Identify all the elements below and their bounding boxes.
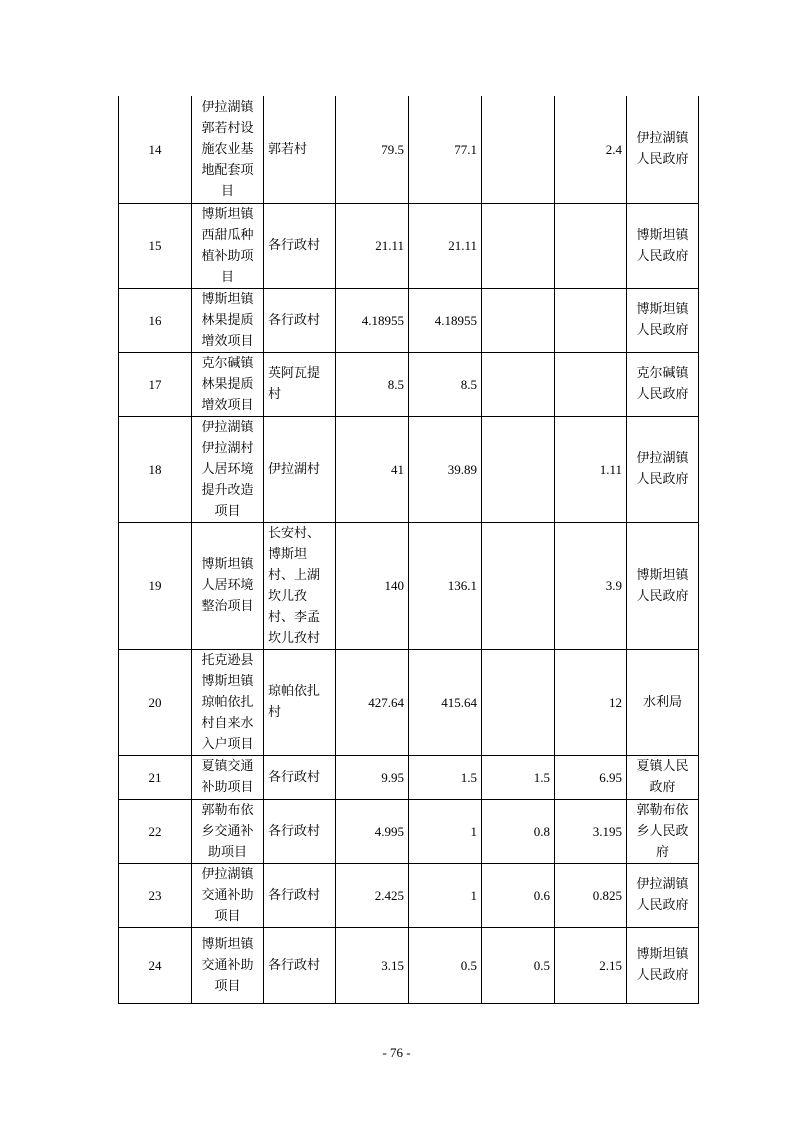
village-name: 各行政村	[268, 957, 321, 973]
total-amount: 9.95	[336, 755, 409, 799]
row-number: 14	[119, 96, 192, 203]
row-number: 24	[119, 927, 192, 1003]
amount-col-1: 136.1	[409, 522, 482, 649]
total-amount: 41	[336, 416, 409, 522]
amount-col-3: 0.825	[555, 863, 627, 927]
amount-col-1: 1.5	[409, 755, 482, 799]
total-amount: 8.5	[336, 352, 409, 416]
amount-col-3	[555, 203, 627, 288]
project-name: 博斯坦镇交通补助项目	[201, 936, 254, 994]
row-number: 20	[119, 649, 192, 755]
village-name: 长安村、博斯坦村、上湖坎儿孜村、李孟坎儿孜村	[268, 525, 321, 646]
amount-col-3: 12	[555, 649, 627, 755]
project-name: 郭勒布依乡交通补助项目	[201, 802, 254, 860]
amount-col-1: 8.5	[409, 352, 482, 416]
amount-col-3: 3.9	[555, 522, 627, 649]
village-name: 各行政村	[268, 769, 321, 785]
amount-col-2	[482, 288, 555, 352]
table-row	[119, 416, 699, 522]
village-name: 英阿瓦提村	[268, 366, 321, 402]
project-name: 博斯坦镇人居环境整治项目	[201, 557, 254, 614]
project-table	[118, 96, 699, 1004]
responsible-unit: 博斯坦镇人民政府	[636, 947, 689, 983]
responsible-unit: 博斯坦镇人民政府	[636, 227, 689, 264]
responsible-unit: 伊拉湖镇人民政府	[636, 131, 689, 168]
amount-col-1: 39.89	[409, 416, 482, 522]
row-number: 23	[119, 863, 192, 927]
amount-col-2	[482, 649, 555, 755]
total-amount: 21.11	[336, 203, 409, 288]
project-name: 伊拉湖镇郭若村设施农业基地配套项目	[201, 99, 254, 199]
amount-col-3: 6.95	[555, 755, 627, 799]
total-amount: 79.5	[336, 96, 409, 203]
table-row	[119, 649, 699, 755]
table-row	[119, 288, 699, 352]
amount-col-2: 0.6	[482, 863, 555, 927]
amount-col-2: 1.5	[482, 755, 555, 799]
project-name: 克尔碱镇林果提质增效项目	[201, 355, 254, 413]
village-name: 各行政村	[268, 238, 321, 253]
amount-col-1: 1	[409, 799, 482, 863]
amount-col-1: 21.11	[409, 203, 482, 288]
page-number: - 76 -	[382, 1045, 411, 1060]
total-amount: 3.15	[336, 927, 409, 1003]
total-amount: 4.995	[336, 799, 409, 863]
total-amount: 140	[336, 522, 409, 649]
responsible-unit: 博斯坦镇人民政府	[636, 567, 689, 604]
amount-col-2: 0.8	[482, 799, 555, 863]
village-name: 琼帕依扎村	[268, 684, 321, 720]
table-row	[119, 863, 699, 927]
project-name: 托克逊县博斯坦镇琼帕依扎村自来水入户项目	[201, 652, 254, 752]
amount-col-1: 1	[409, 863, 482, 927]
amount-col-2	[482, 352, 555, 416]
village-name: 郭若村	[268, 141, 308, 157]
amount-col-3: 2.15	[555, 927, 627, 1003]
total-amount: 4.18955	[336, 288, 409, 352]
project-name: 博斯坦镇西甜瓜种植补助项目	[201, 206, 254, 285]
amount-col-3: 1.11	[555, 416, 627, 522]
amount-col-3: 2.4	[555, 96, 627, 203]
amount-col-2: 0.5	[482, 927, 555, 1003]
responsible-unit: 夏镇人民政府	[636, 759, 689, 795]
project-name: 博斯坦镇林果提质增效项目	[201, 291, 254, 349]
responsible-unit: 水利局	[642, 694, 682, 710]
amount-col-3	[555, 352, 627, 416]
amount-col-3	[555, 288, 627, 352]
village-name: 各行政村	[268, 887, 321, 903]
table-row	[119, 522, 699, 649]
table-row	[119, 203, 699, 288]
amount-col-2	[482, 96, 555, 203]
village-name: 各行政村	[268, 823, 321, 839]
amount-col-2	[482, 416, 555, 522]
total-amount: 2.425	[336, 863, 409, 927]
responsible-unit: 伊拉湖镇人民政府	[636, 451, 689, 487]
responsible-unit: 博斯坦镇人民政府	[636, 302, 689, 338]
amount-col-2	[482, 203, 555, 288]
row-number: 21	[119, 755, 192, 799]
amount-col-1: 415.64	[409, 649, 482, 755]
responsible-unit: 克尔碱镇人民政府	[636, 366, 689, 402]
responsible-unit: 伊拉湖镇人民政府	[636, 877, 689, 913]
total-amount: 427.64	[336, 649, 409, 755]
amount-col-3: 3.195	[555, 799, 627, 863]
table-row	[119, 96, 699, 203]
village-name: 伊拉湖村	[268, 461, 321, 477]
amount-col-2	[482, 522, 555, 649]
responsible-unit: 郭勒布依乡人民政府	[636, 802, 689, 860]
village-name: 各行政村	[268, 312, 321, 328]
row-number: 22	[119, 799, 192, 863]
project-name: 伊拉湖镇交通补助项目	[201, 866, 254, 924]
amount-col-1: 0.5	[409, 927, 482, 1003]
row-number: 17	[119, 352, 192, 416]
table-row	[119, 799, 699, 863]
row-number: 15	[119, 203, 192, 288]
amount-col-1: 4.18955	[409, 288, 482, 352]
project-name: 夏镇交通补助项目	[201, 759, 254, 795]
amount-col-1: 77.1	[409, 96, 482, 203]
row-number: 19	[119, 522, 192, 649]
row-number: 16	[119, 288, 192, 352]
table-row	[119, 755, 699, 799]
row-number: 18	[119, 416, 192, 522]
table-row	[119, 352, 699, 416]
project-name: 伊拉湖镇伊拉湖村人居环境提升改造项目	[201, 419, 254, 519]
table-row	[119, 927, 699, 1003]
